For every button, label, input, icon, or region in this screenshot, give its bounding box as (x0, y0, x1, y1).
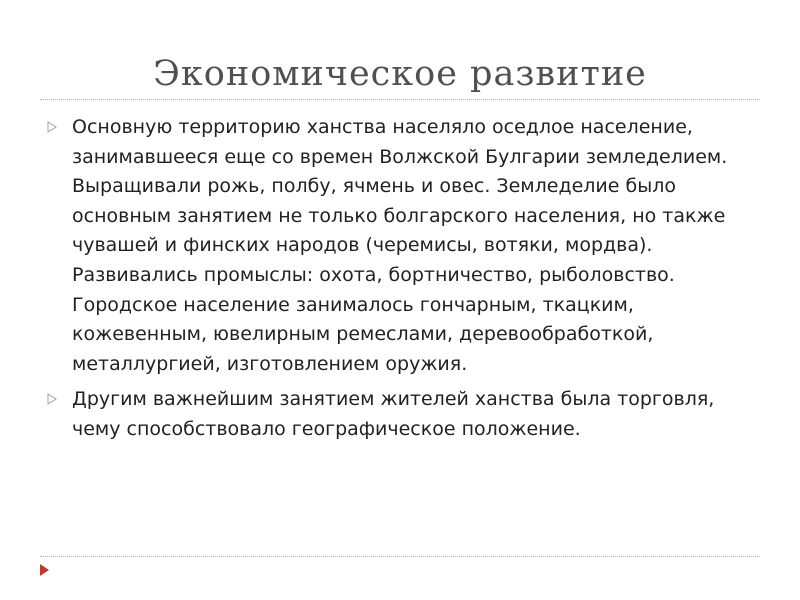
slide-title: Экономическое развитие (153, 54, 647, 94)
footer-divider (40, 556, 760, 557)
bullet-item (46, 385, 756, 444)
bullet-text: Другим важнейшим занятием жителей ханства была торговля, чему способствовало географическое положение. (72, 388, 715, 440)
hollow-triangle-bullet-icon (46, 391, 58, 407)
title-divider (40, 99, 760, 100)
red-play-triangle-icon (38, 562, 50, 578)
bullet-item (46, 113, 756, 379)
hollow-triangle-bullet-icon (46, 119, 58, 135)
bullet-list (46, 113, 756, 451)
bullet-text: Основную территорию ханства населяло оседлое население, занимавшееся еще со времен Волжской Булгарии земледелием. Выращивали рожь, полбу, ячмень и овес. Земледелие было основным занятием не только болгарского населения, но также чувашей и финских народов (черемисы, вотяки, мордва). Развивались промыслы: охота, бортничество, рыболовство. Городское население занималось гончарным, ткацким, кожевенным, ювелирным ремеслами, деревообработкой, металлургией, изготовлением оружия. (72, 116, 728, 375)
